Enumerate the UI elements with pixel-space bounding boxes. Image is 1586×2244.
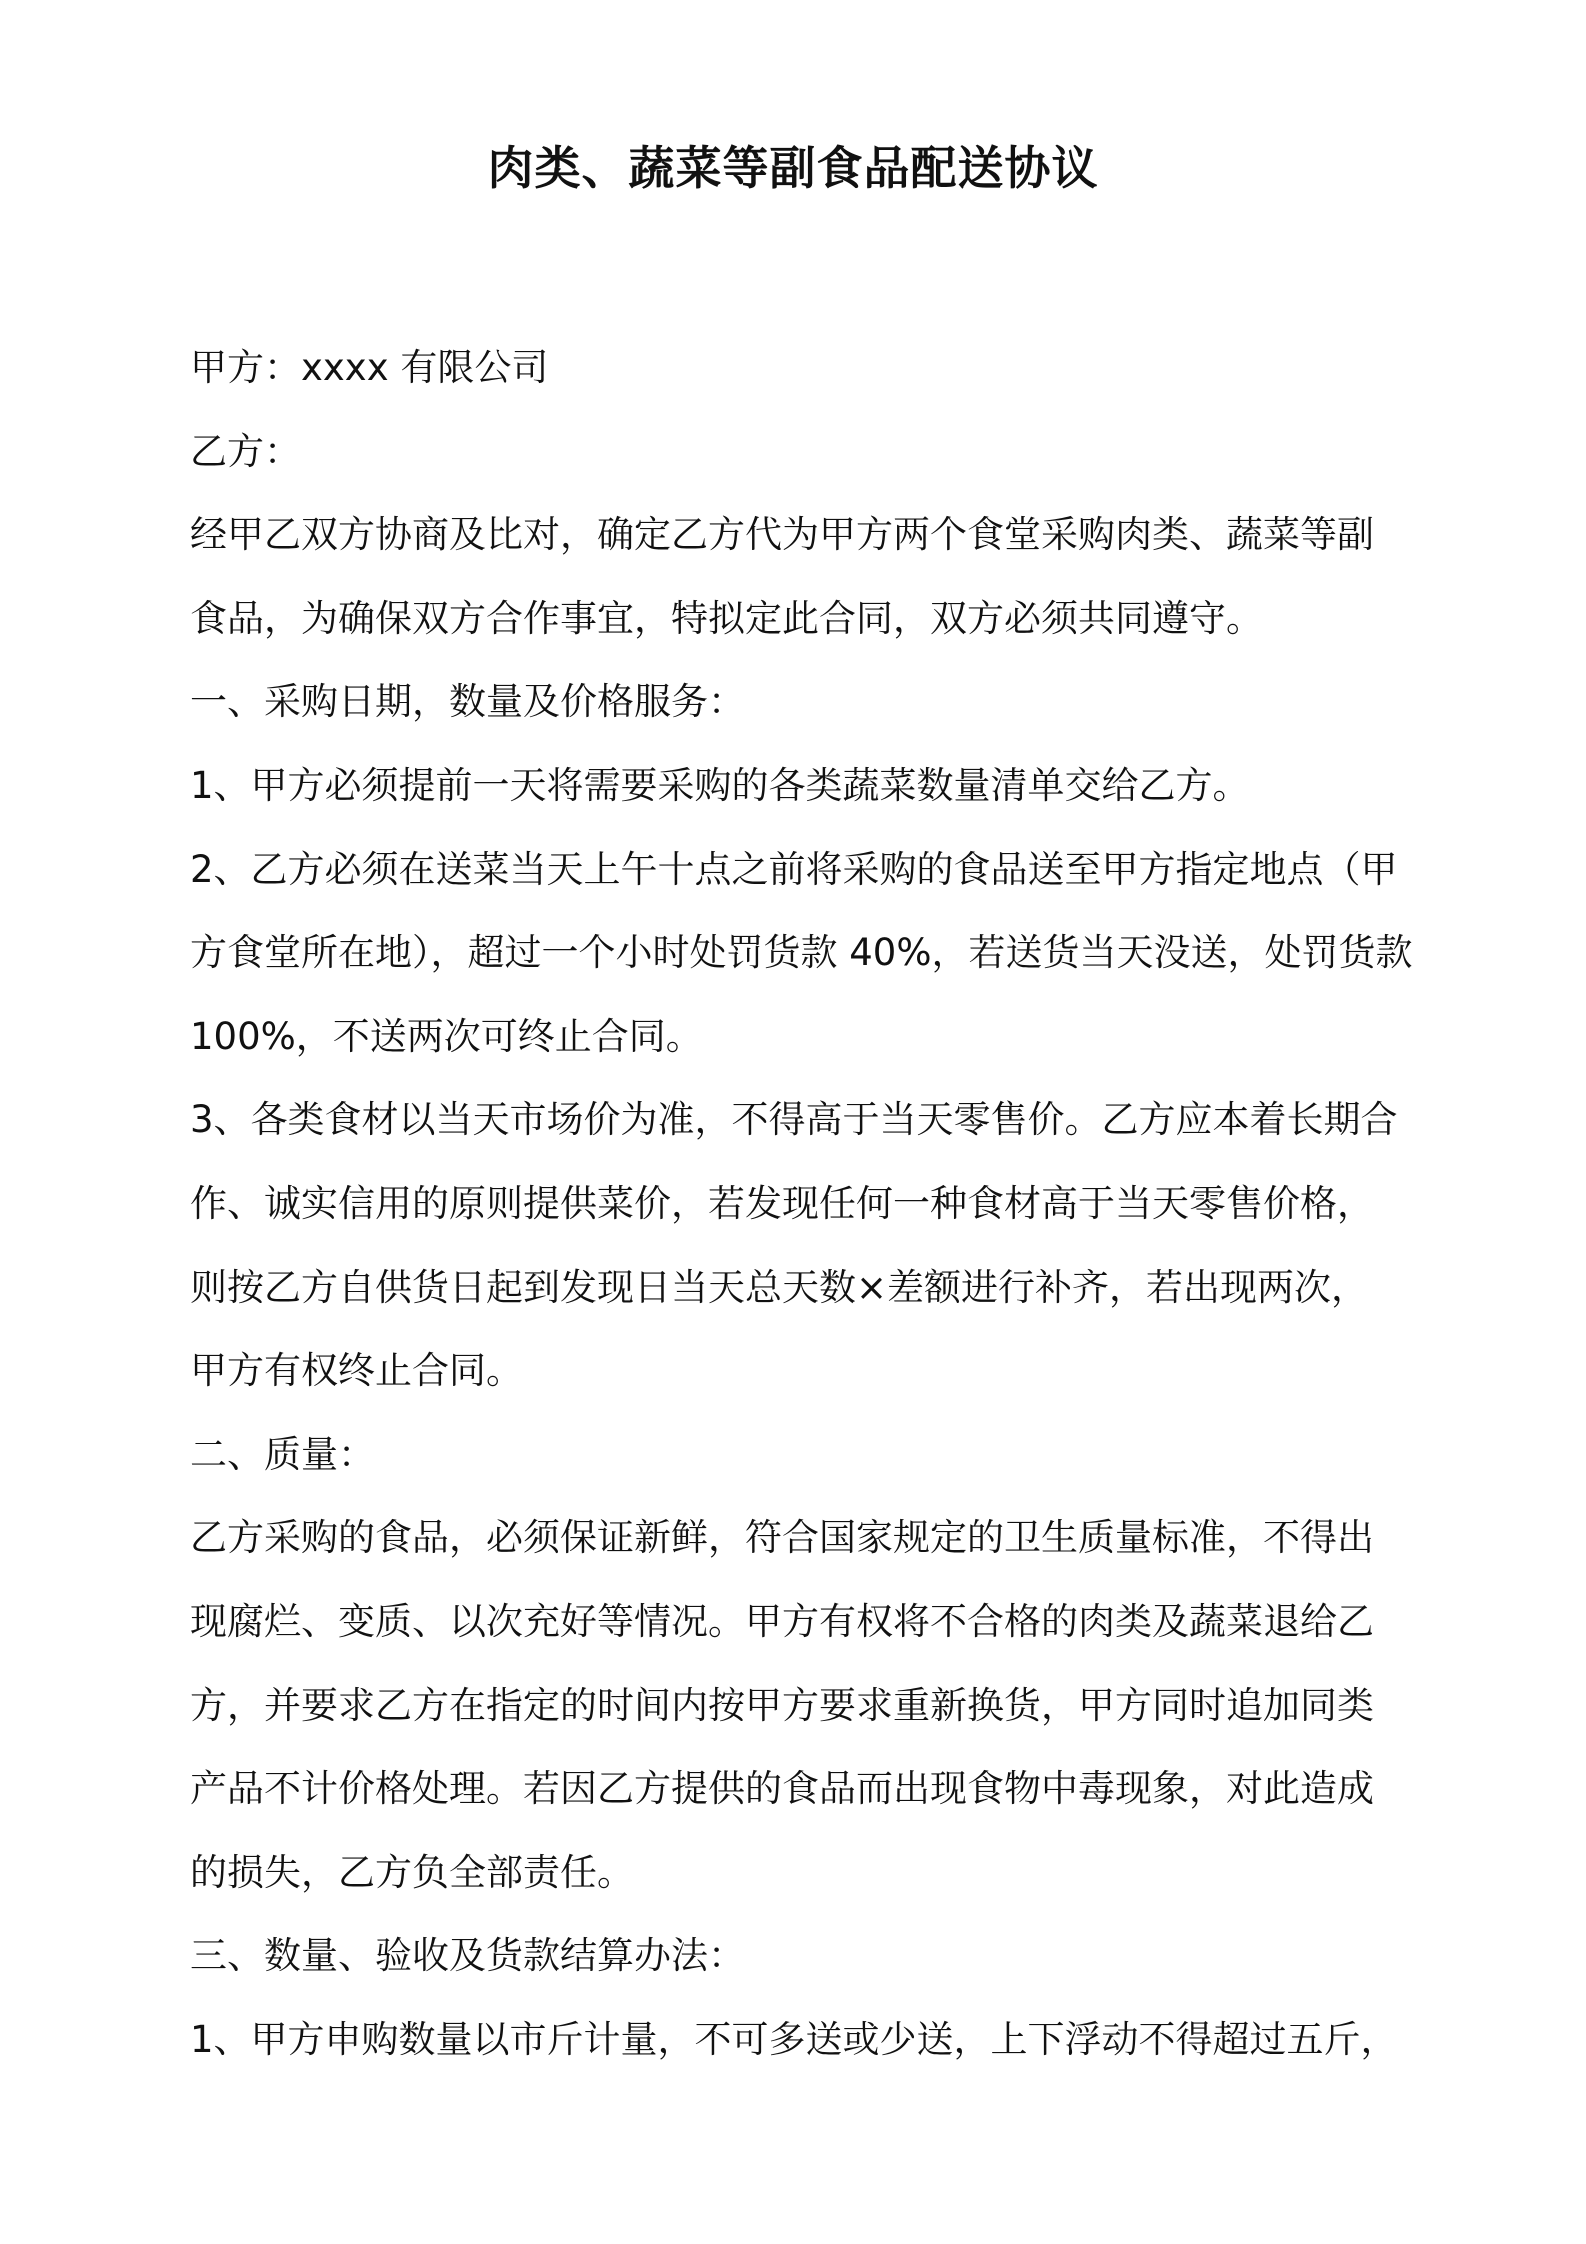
clause-line: 的损失，乙方负全部责任。 xyxy=(190,1850,634,1894)
document-title: 肉类、蔬菜等副食品配送协议 xyxy=(487,141,1099,195)
clause-line: 100%，不送两次可终止合同。 xyxy=(190,1014,703,1058)
clause-line: 方，并要求乙方在指定的时间内按甲方要求重新换货，甲方同时追加同类 xyxy=(190,1683,1374,1727)
clause-line: 1、甲方必须提前一天将需要采购的各类蔬菜数量清单交给乙方。 xyxy=(190,763,1250,807)
clause-line: 2、乙方必须在送菜当天上午十点之前将采购的食品送至甲方指定地点（甲 xyxy=(190,847,1398,891)
section-heading: 二、质量： xyxy=(190,1432,375,1476)
section-heading: 三、数量、验收及货款结算办法： xyxy=(190,1934,745,1978)
clause-line: 甲方有权终止合同。 xyxy=(190,1349,523,1393)
clause-line: 产品不计价格处理。若因乙方提供的食品而出现食物中毒现象，对此造成 xyxy=(190,1767,1374,1811)
clause-line: 则按乙方自供货日起到发现日当天总天数×差额进行补齐，若出现两次， xyxy=(190,1265,1368,1309)
clause-line: 3、各类食材以当天市场价为准，不得高于当天零售价。乙方应本着长期合 xyxy=(190,1098,1398,1142)
clause-line: 作、诚实信用的原则提供菜价，若发现任何一种食材高于当天零售价格， xyxy=(190,1181,1374,1225)
clause-line: 现腐烂、变质、以次充好等情况。甲方有权将不合格的肉类及蔬菜退给乙 xyxy=(190,1599,1374,1643)
document-body xyxy=(190,326,1413,2081)
party-b-line: 乙方： xyxy=(190,429,301,473)
party-a-line: 甲方：xxxx 有限公司 xyxy=(190,346,549,389)
clause-line: 乙方采购的食品，必须保证新鲜，符合国家规定的卫生质量标准，不得出 xyxy=(190,1516,1374,1560)
section-heading: 一、采购日期，数量及价格服务： xyxy=(190,680,745,724)
preamble-line: 食品，为确保双方合作事宜，特拟定此合同，双方必须共同遵守。 xyxy=(190,596,1263,640)
preamble-line: 经甲乙双方协商及比对，确定乙方代为甲方两个食堂采购肉类、蔬菜等副 xyxy=(190,513,1374,557)
clause-line: 1、甲方申购数量以市斤计量，不可多送或少送，上下浮动不得超过五斤， xyxy=(190,2017,1398,2061)
clause-line: 方食堂所在地），超过一个小时处罚货款 40%，若送货当天没送，处罚货款 xyxy=(190,931,1413,975)
